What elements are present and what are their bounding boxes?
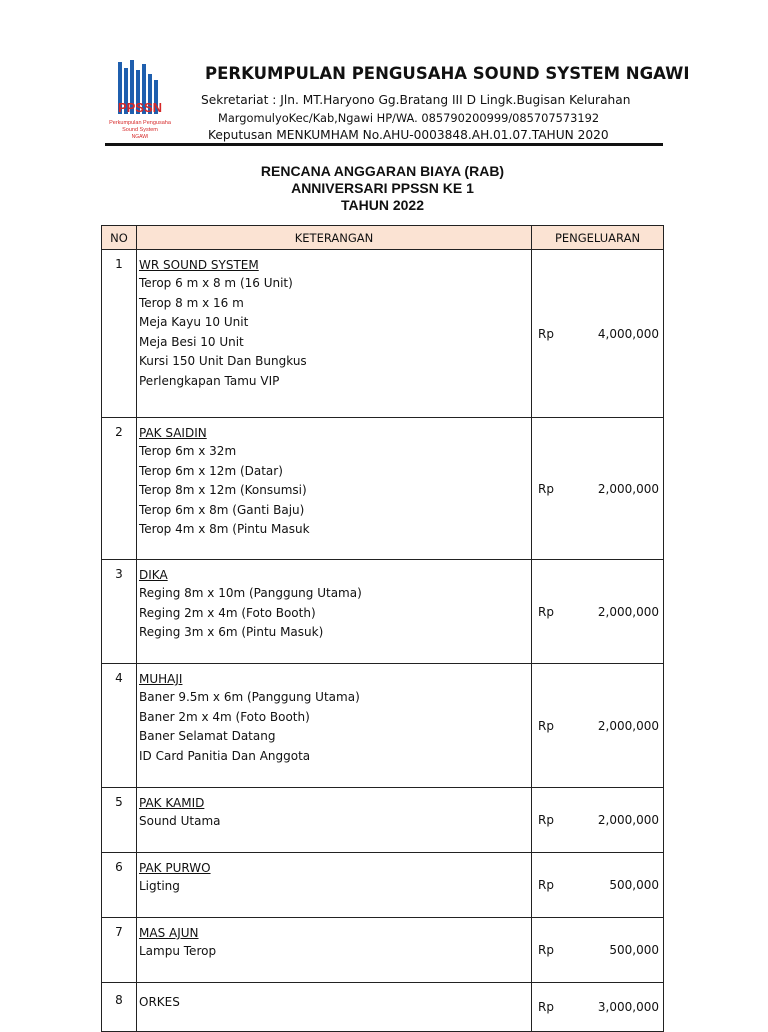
vendor-name: MAS AJUN <box>139 926 199 940</box>
currency-label: Rp <box>538 604 554 619</box>
line-item: Reging 8m x 10m (Panggung Utama) <box>139 586 362 600</box>
table-header-row <box>102 226 664 250</box>
expense-cell <box>532 250 664 418</box>
expense-cell <box>532 918 664 983</box>
line-item: Sound Utama <box>139 814 221 828</box>
line-item: Lampu Terop <box>139 944 217 958</box>
vendor-name: ORKES <box>139 995 180 1009</box>
expense-cell <box>532 418 664 560</box>
vendor-name: PAK KAMID <box>139 796 205 810</box>
expense-amount: 2,000,000 <box>597 718 659 733</box>
table-row <box>102 418 664 560</box>
vendor-name: DIKA <box>139 568 168 582</box>
row-number: 8 <box>102 983 137 1032</box>
line-item: Meja Besi 10 Unit <box>139 334 244 349</box>
currency-label: Rp <box>538 1000 554 1014</box>
line-item: Meja Kayu 10 Unit <box>139 315 249 329</box>
table-row <box>102 560 664 664</box>
logo-caption-1: Perkumpulan Pengusaha <box>109 120 171 126</box>
column-header-pengeluaran: PENGELUARAN <box>532 226 664 250</box>
line-item: Baner 9.5m x 6m (Panggung Utama) <box>139 690 360 704</box>
line-item: Terop 6m x 12m (Datar) <box>139 463 283 478</box>
expense-amount: 2,000,000 <box>597 604 659 619</box>
column-header-keterangan: KETERANGAN <box>137 226 532 250</box>
description-cell <box>137 250 532 418</box>
document-year: TAHUN 2022 <box>341 197 424 213</box>
line-item: Baner Selamat Datang <box>139 729 276 743</box>
vendor-name: WR SOUND SYSTEM <box>139 258 259 272</box>
currency-label: Rp <box>538 481 554 496</box>
line-item: Reging 3m x 6m (Pintu Masuk) <box>139 625 324 639</box>
table-row <box>102 664 664 788</box>
logo-caption-2: Sound System <box>122 127 158 133</box>
expense-amount: 500,000 <box>609 943 659 957</box>
description-cell <box>137 418 532 560</box>
expense-amount: 2,000,000 <box>597 481 659 496</box>
line-item: ID Card Panitia Dan Anggota <box>139 748 311 763</box>
description-cell <box>137 560 532 664</box>
vendor-name: PAK SAIDIN <box>139 426 207 440</box>
description-cell <box>137 788 532 853</box>
document-subtitle: ANNIVERSARI PPSSN KE 1 <box>291 180 474 196</box>
currency-label: Rp <box>538 326 554 341</box>
budget-table <box>101 225 664 1032</box>
logo-acronym: PPSSN <box>117 100 163 115</box>
description-cell <box>137 983 532 1032</box>
expense-cell <box>532 560 664 664</box>
ppssn-logo <box>104 60 176 144</box>
row-number: 6 <box>102 853 137 918</box>
expense-cell <box>532 853 664 918</box>
currency-label: Rp <box>538 813 554 827</box>
line-item: Terop 8m x 12m (Konsumsi) <box>139 483 307 497</box>
document-title: RENCANA ANGGARAN BIAYA (RAB) <box>260 163 505 179</box>
table-row <box>102 918 664 983</box>
line-item: Terop 6 m x 8 m (16 Unit) <box>139 276 293 290</box>
row-number: 3 <box>102 560 137 664</box>
row-number: 4 <box>102 664 137 788</box>
table-row <box>102 250 664 418</box>
vendor-name: MUHAJI <box>139 672 183 686</box>
address-line-2: MargomulyoKec/Kab,Ngawi HP/WA. 085790200999/085707573192 <box>218 111 600 125</box>
decree-line: Keputusan MENKUMHAM No.AHU-0003848.AH.01.07.TAHUN 2020 <box>208 128 609 142</box>
line-item: Reging 2m x 4m (Foto Booth) <box>139 605 316 620</box>
expense-amount: 4,000,000 <box>597 326 659 341</box>
expense-amount: 2,000,000 <box>597 813 659 827</box>
header-divider <box>105 143 663 146</box>
expense-cell <box>532 983 664 1032</box>
expense-amount: 500,000 <box>609 878 659 892</box>
table-row <box>102 983 664 1032</box>
column-header-no: NO <box>102 226 137 250</box>
row-number: 5 <box>102 788 137 853</box>
table-row <box>102 788 664 853</box>
row-number: 7 <box>102 918 137 983</box>
line-item: Perlengkapan Tamu VIP <box>139 373 280 388</box>
logo-caption-3: NGAWI <box>131 134 149 140</box>
description-cell <box>137 853 532 918</box>
line-item: Kursi 150 Unit Dan Bungkus <box>139 354 307 368</box>
expense-cell <box>532 788 664 853</box>
table-row <box>102 853 664 918</box>
line-item: Ligting <box>139 879 180 893</box>
currency-label: Rp <box>538 943 554 957</box>
line-item: Baner 2m x 4m (Foto Booth) <box>139 709 310 724</box>
currency-label: Rp <box>538 878 554 892</box>
line-item: Terop 6m x 8m (Ganti Baju) <box>139 502 305 517</box>
line-item: Terop 6m x 32m <box>139 444 237 458</box>
line-item: Terop 8 m x 16 m <box>139 295 244 310</box>
description-cell <box>137 664 532 788</box>
row-number: 2 <box>102 418 137 560</box>
vendor-name: PAK PURWO <box>139 861 211 875</box>
description-cell <box>137 918 532 983</box>
expense-amount: 3,000,000 <box>597 1000 659 1014</box>
organization-name: PERKUMPULAN PENGUSAHA SOUND SYSTEM NGAWI <box>205 64 690 83</box>
currency-label: Rp <box>538 718 554 733</box>
expense-cell <box>532 664 664 788</box>
row-number: 1 <box>102 250 137 418</box>
line-item: Terop 4m x 8m (Pintu Masuk <box>139 522 310 536</box>
address-line-1: Sekretariat : Jln. MT.Haryono Gg.Bratang III D Lingk.Bugisan Kelurahan <box>201 93 631 107</box>
